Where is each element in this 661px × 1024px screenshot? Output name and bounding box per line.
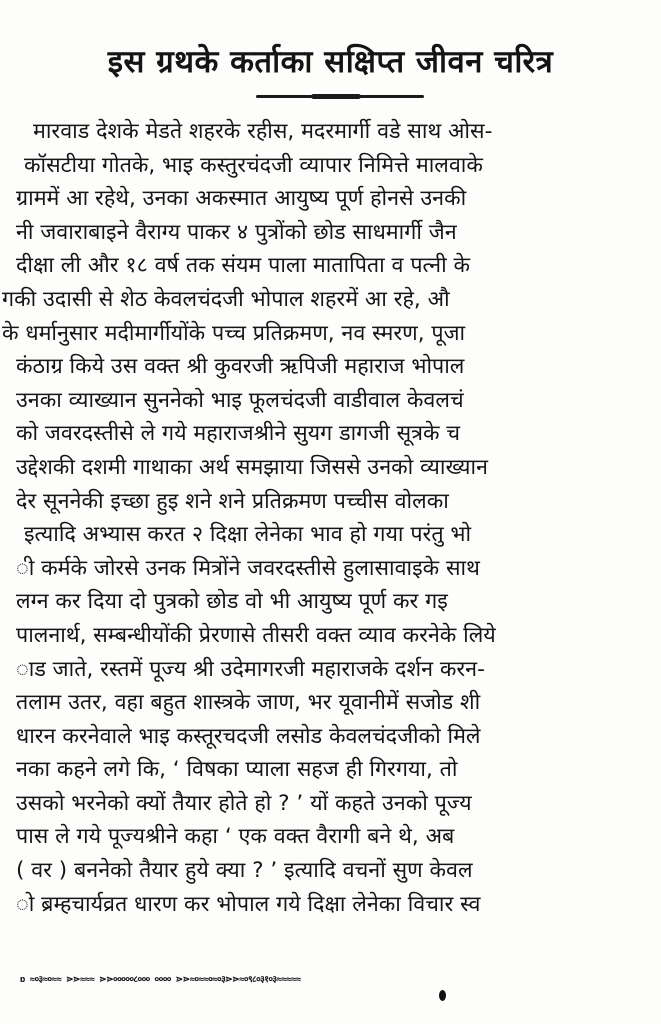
text-line: गकी उदासी से शेठ केवलचंदजी भोपाल शहरमें आ रहे, औ: [2, 286, 450, 312]
text-line: ग्राममें आ रहेथे, उनका अकस्मात आयुष्य पूर्ण होनसे उनकी: [16, 186, 467, 212]
text-line: कॉसटीया गोतके, भाइ कस्तुरचंदजी व्यापार निमित्ते मालवाके: [24, 152, 483, 178]
page-title: इस ग्रथके कर्ताका सक्षिप्त जीवन चरित्र: [107, 44, 554, 80]
text-line: ( वर ) बननेको तैयार हुये क्या ? ’ इत्यादि वचनों सुण केवल: [16, 858, 473, 884]
text-line: कंठाग्र किये उस वक्त श्री कुवरजी ऋपिजी महाराज भोपाल: [16, 354, 465, 380]
text-line: लग्न कर दिया दो पुत्रको छोड वो भी आयुष्य पूर्ण कर गइ: [16, 589, 448, 615]
text-line: नी जवाराबाइने वैराग्य पाकर ४ पुत्रोंको छोड साधमार्गी जैन: [16, 219, 457, 245]
text-line: उनका व्याख्यान सुननेको भाइ फूलचंदजी वाडीवाल केवलचं: [16, 387, 464, 413]
text-line: धारन करनेवाले भाइ कस्तूरचदजी लसोड केवलचंदजीको मिले: [16, 723, 481, 749]
text-line: उद्देशकी दशमी गाथाका अर्थ समझाया जिससे उनको व्याख्यान: [16, 454, 488, 480]
text-line: तलाम उतर, वहा बहुत शास्त्रके जाण, भर यूवानीमें सजोड शी: [16, 690, 481, 716]
text-line: नका कहने लगे कि, ‘ विषका प्याला सहज ही गिरगया, तो: [16, 757, 458, 783]
scan-artifact-line: ɒ ≈०३≈०≈≈ ⋗⋗≈≈≈ ⋗⋗०००००८००० ०००० ⋗⋗≈०≈≈०≈०३⋗⋗≈०९८०३१०३≈≈≈≈≈: [20, 975, 301, 985]
text-line: मारवाड देशके मेडते शहरके रहीस, मदरमार्गी वडे साथ ओस-: [33, 119, 493, 144]
text-line: दीक्षा ली और १८ वर्ष तक संयम पाला मातापिता व पत्नी के: [16, 253, 471, 279]
ink-blot: [439, 990, 446, 1001]
text-line: पालनार्थ, सम्बन्धीयोंकी प्रेरणासे तीसरी वक्त व्याव करनेके लिये: [16, 622, 496, 648]
text-line: के धर्मानुसार मदीमार्गीयोंके पच्च प्रतिक्रमण, नव स्मरण, पूजा: [2, 320, 466, 346]
text-line: ी कर्मके जोरसे उनक मित्रोंने जवरदस्तीसे हुलासावाइके साथ: [16, 555, 480, 581]
text-line: देर सूननेकी इच्छा हुइ शने शने प्रतिक्रमण पच्चीस वोलका: [16, 488, 449, 514]
title-divider: [256, 95, 424, 98]
text-line: ाड जाते, रस्तमें पूज्य श्री उदेमागरजी महाराजके दर्शन करन-: [16, 656, 485, 682]
text-line: पास ले गये पूज्यश्रीने कहा ‘ एक वक्त वैरागी बने थे, अब: [16, 824, 455, 850]
text-line: उसको भरनेको क्यों तैयार होते हो ? ’ यों कहते उनको पूज्य: [16, 790, 472, 816]
body-text: [0, 115, 661, 921]
text-line: ो ब्रम्हचार्यव्रत धारण कर भोपाल गये दिक्षा लेनेका विचार स्व: [16, 891, 481, 917]
text-line: इत्यादि अभ्यास करत २ दिक्षा लेनेका भाव हो गया परंतु भो: [24, 522, 472, 548]
text-line: को जवरदस्तीसे ले गये महाराजश्रीने सुयग डागजी सूत्रके च: [16, 421, 460, 447]
